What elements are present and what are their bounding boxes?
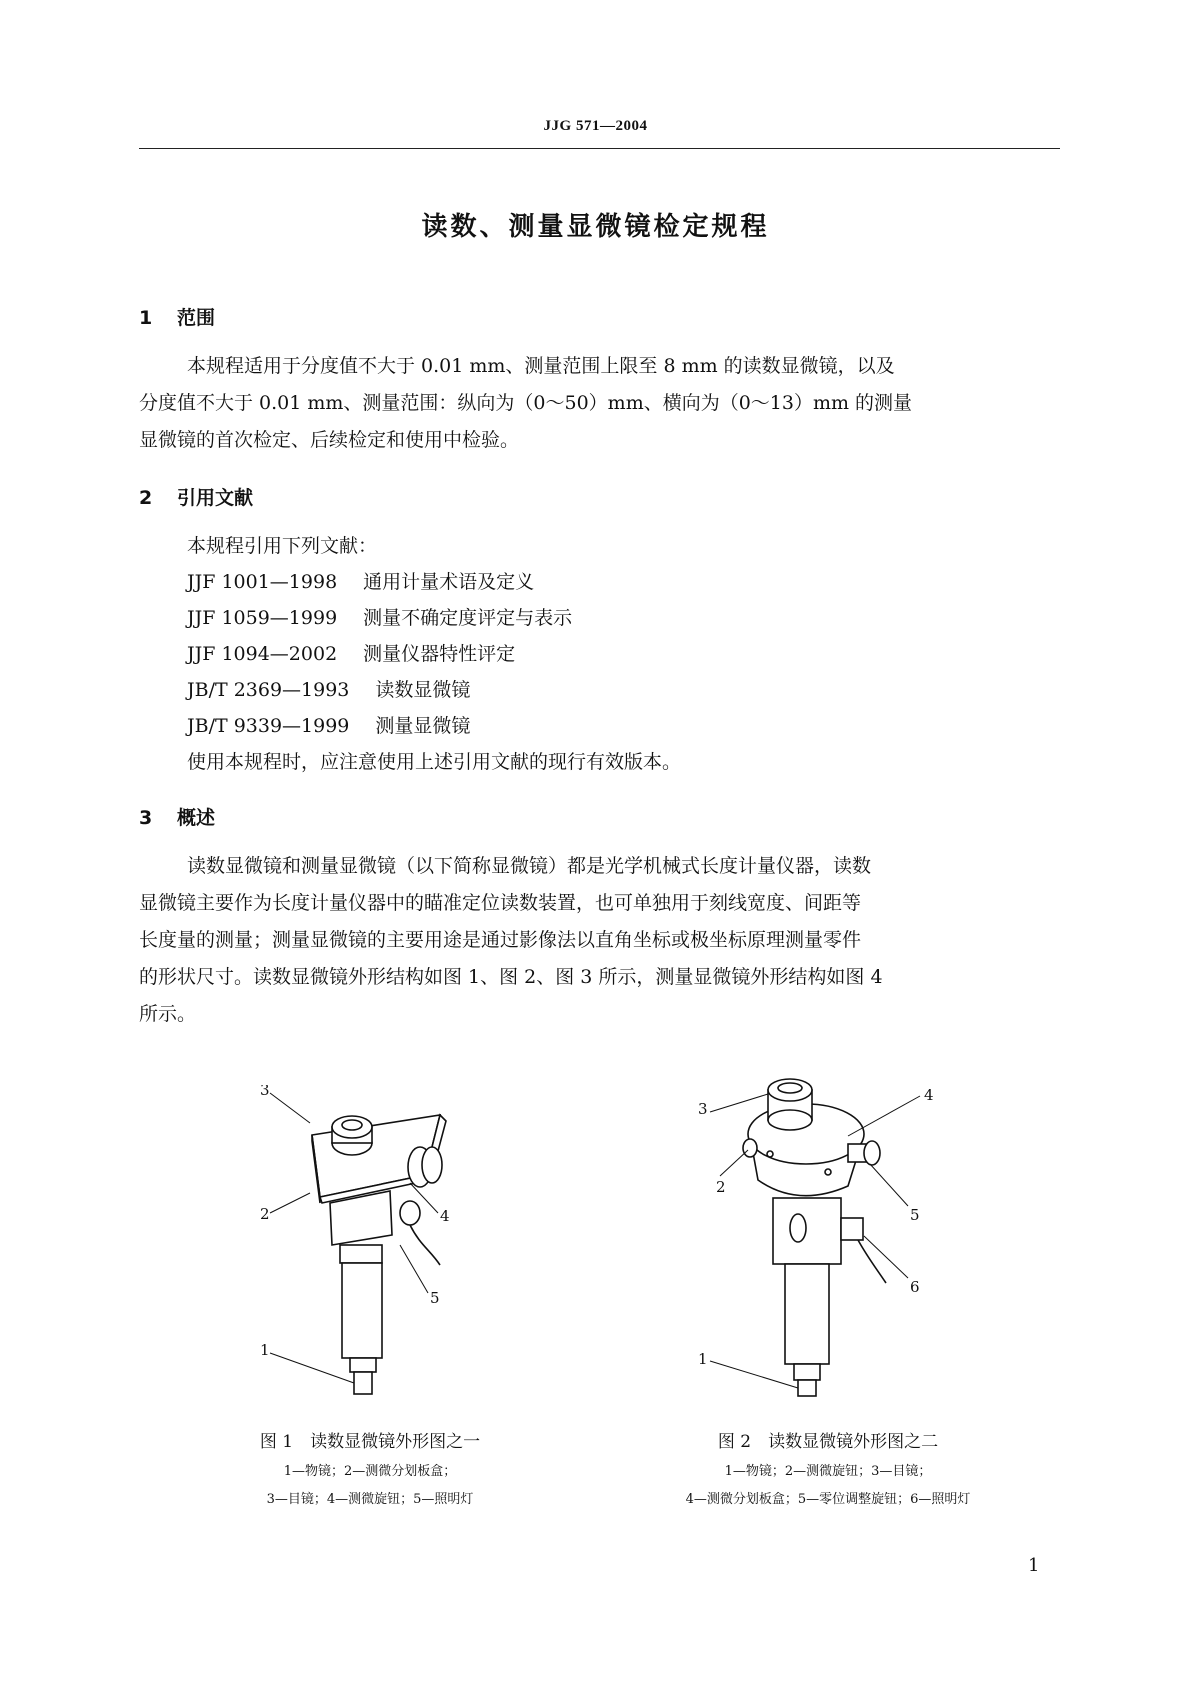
section-number: 1	[139, 307, 153, 329]
tube	[785, 1264, 829, 1364]
body-window	[790, 1214, 806, 1242]
reference-title: 测量不确定度评定与表示	[363, 607, 573, 629]
callout-2: 2	[260, 1205, 270, 1223]
paragraph-line: 本规程适用于分度值不大于 0.01 mm、测量范围上限至 8 mm 的读数显微镜，以及	[187, 355, 895, 377]
legend-line: 4—测微分划板盒；5—零位调整旋钮；6—照明灯	[685, 1492, 971, 1507]
section-2-heading	[139, 483, 253, 510]
section-title: 范围	[177, 307, 216, 329]
reference-code: JJF 1094—2002	[187, 643, 338, 665]
reference-code: JJF 1001—1998	[187, 571, 338, 593]
lamp-icon	[841, 1218, 863, 1240]
figure-2-legend	[618, 1458, 1038, 1514]
reference-item	[187, 708, 681, 744]
lamp-cable	[858, 1240, 886, 1283]
leader-line	[720, 1150, 748, 1176]
reference-code: JB/T 9339—1999	[187, 715, 350, 737]
section-number: 3	[139, 807, 153, 829]
callout-1: 1	[698, 1350, 708, 1368]
reference-title: 测量仪器特性评定	[363, 643, 516, 665]
figure-1-caption: 图 1 读数显微镜外形图之一	[259, 1432, 481, 1452]
leader-line	[400, 1245, 428, 1293]
section-title: 引用文献	[177, 487, 254, 509]
callout-5: 5	[910, 1206, 920, 1224]
figure-2-drawing	[698, 1068, 958, 1413]
section-number: 2	[139, 487, 153, 509]
reference-item	[187, 564, 681, 600]
callout-1: 1	[260, 1341, 270, 1359]
callout-3: 3	[260, 1085, 270, 1099]
eyepiece-lens	[342, 1120, 362, 1130]
leader-line	[710, 1094, 768, 1112]
paragraph-line: 所示。	[139, 1003, 197, 1025]
leader-line	[270, 1193, 310, 1213]
callout-2: 2	[716, 1178, 726, 1196]
callout-4: 4	[924, 1086, 934, 1104]
eyepiece-base	[768, 1110, 812, 1130]
eyepiece-lens	[778, 1083, 802, 1093]
zero-adjust-knob-face	[864, 1141, 880, 1165]
reference-title: 通用计量术语及定义	[363, 571, 535, 593]
leader-line	[870, 1164, 908, 1206]
legend-line: 3—目镜；4—测微旋钮；5—照明灯	[266, 1492, 474, 1507]
reference-title: 读数显微镜	[375, 679, 471, 701]
section-3-heading	[139, 803, 215, 830]
leader-line	[864, 1236, 908, 1278]
paragraph-line: 的形状尺寸。读数显微镜外形结构如图 1、图 2、图 3 所示，测量显微镜外形结构如图 4	[139, 966, 883, 988]
section-3-body	[139, 848, 1060, 1033]
reference-note: 使用本规程时，应注意使用上述引用文献的现行有效版本。	[187, 751, 682, 773]
reference-intro: 本规程引用下列文献：	[187, 535, 378, 557]
body-block	[773, 1198, 841, 1264]
paragraph-line: 显微镜主要作为长度计量仪器中的瞄准定位读数装置，也可单独用于刻线宽度、间距等	[139, 892, 862, 914]
reference-item	[187, 636, 681, 672]
paragraph-line: 读数显微镜和测量显微镜（以下简称显微镜）都是光学机械式长度计量仪器，读数	[187, 855, 872, 877]
reference-list	[187, 528, 681, 780]
tube-ring	[350, 1358, 376, 1372]
body-collar	[340, 1245, 382, 1263]
tube	[342, 1263, 382, 1358]
leader-line	[270, 1093, 310, 1123]
callout-3: 3	[698, 1100, 708, 1118]
section-1-body	[139, 348, 1060, 459]
lamp-cable	[410, 1225, 440, 1265]
screw-icon	[825, 1169, 831, 1175]
figure-1-legend	[190, 1458, 550, 1514]
paragraph-line: 显微镜的首次检定、后续检定和使用中检验。	[139, 429, 520, 451]
header-rule	[139, 148, 1060, 149]
micrometer-knob-icon	[743, 1139, 757, 1157]
leader-line	[848, 1096, 920, 1136]
reference-title: 测量显微镜	[375, 715, 471, 737]
figure-2-caption: 图 2 读数显微镜外形图之二	[717, 1432, 939, 1452]
callout-5: 5	[430, 1289, 440, 1307]
reference-item	[187, 672, 681, 708]
micrometer-knob-face	[422, 1147, 442, 1183]
screw-icon	[767, 1151, 773, 1157]
page-number: 1	[1028, 1555, 1040, 1576]
legend-line: 1—物镜；2—测微分划板盒；	[283, 1464, 457, 1479]
callout-6: 6	[910, 1278, 920, 1296]
reference-code: JB/T 2369—1993	[187, 679, 350, 701]
document-title: 读数、测量显微镜检定规程	[421, 212, 770, 242]
reference-item	[187, 600, 681, 636]
tube-ring	[794, 1364, 820, 1380]
page-header-code: JJG 571—2004	[543, 118, 648, 134]
reference-code: JJF 1059—1999	[187, 607, 338, 629]
paragraph-line: 长度量的测量；测量显微镜的主要用途是通过影像法以直角坐标或极坐标原理测量零件	[139, 929, 862, 951]
legend-line: 1—物镜；2—测微旋钮；3—目镜；	[724, 1464, 932, 1479]
section-title: 概述	[177, 807, 216, 829]
callout-4: 4	[440, 1207, 450, 1225]
leader-line	[710, 1361, 798, 1388]
objective-icon	[798, 1380, 816, 1396]
lamp-icon	[400, 1201, 420, 1225]
figure-1-drawing	[260, 1085, 500, 1420]
paragraph-line: 分度值不大于 0.01 mm、测量范围：纵向为（0～50）mm、横向为（0～13）mm 的测量	[139, 392, 913, 414]
objective-icon	[354, 1372, 372, 1394]
section-1-heading	[139, 303, 215, 330]
